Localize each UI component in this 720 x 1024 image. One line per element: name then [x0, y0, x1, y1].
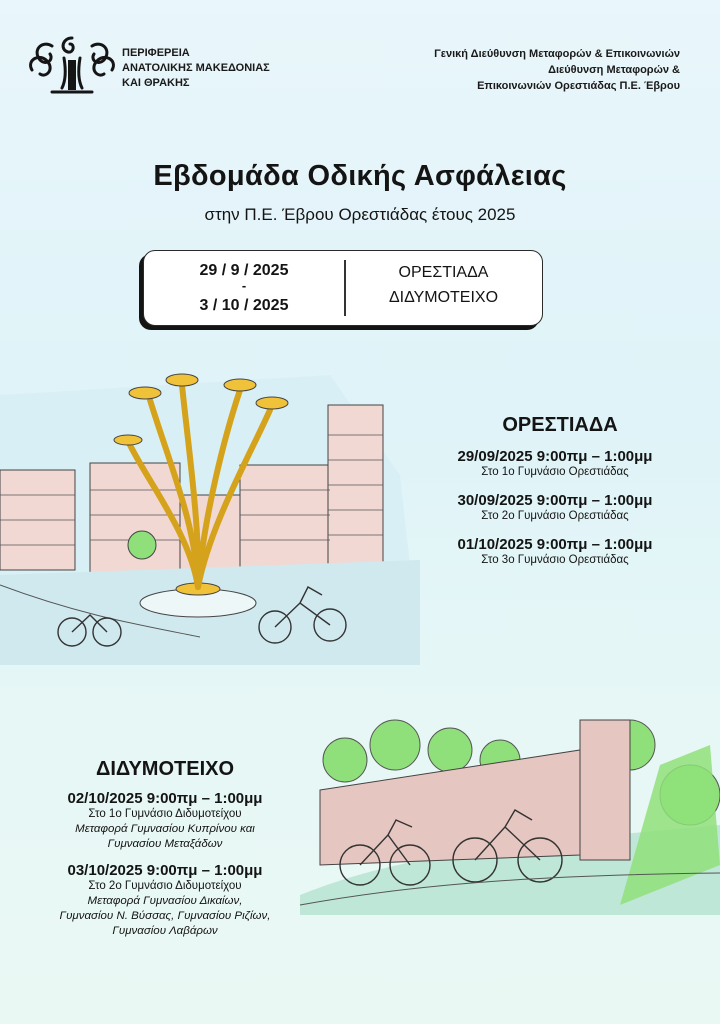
city-illustration	[0, 355, 420, 665]
page-title: Εβδομάδα Οδικής Ασφάλειας	[153, 160, 567, 192]
start-date: 29 / 9 / 2025	[199, 262, 289, 279]
event-note: Γυμνασίου Λαβάρων	[112, 925, 218, 937]
didymoteicho-events	[20, 790, 310, 939]
date-dash: -	[241, 278, 247, 293]
didymoteicho-title: ΔΙΔΥΜΟΤΕΙΧΟ	[95, 758, 235, 780]
region-name-line: ΚΑΙ ΘΡΑΚΗΣ	[122, 77, 190, 89]
event-item	[415, 536, 695, 568]
event-note: Μεταφορά Γυμνασίου Δικαίων,	[87, 895, 243, 907]
event-note: Μεταφορά Γυμνασίου Κυπρίνου και	[75, 823, 255, 835]
event-date: 02/10/2025 9:00πμ – 1:00μμ	[67, 790, 263, 807]
event-date: 29/09/2025 9:00πμ – 1:00μμ	[457, 448, 653, 465]
region-name-line: ΠΕΡΙΦΕΡΕΙΑ	[122, 47, 190, 59]
event-place: Στο 3ο Γυμνάσιο Ορεστιάδας	[481, 554, 629, 566]
city-didymoteicho: ΔΙΔΥΜΟΤΕΙΧΟ	[388, 289, 499, 306]
event-place: Στο 1ο Γυμνάσιο Ορεστιάδας	[481, 466, 629, 478]
directorate-line: Διεύθυνση Μεταφορών &	[548, 64, 680, 76]
directorate-name	[350, 46, 680, 94]
region-name-line: ΑΝΑΤΟΛΙΚΗΣ ΜΑΚΕΔΟΝΙΑΣ	[122, 62, 270, 74]
orestiada-events	[415, 448, 695, 568]
event-place: Στο 2ο Γυμνάσιο Διδυμοτείχου	[88, 880, 242, 892]
region-logo	[22, 30, 122, 100]
event-place: Στο 2ο Γυμνάσιο Ορεστιάδας	[481, 510, 629, 522]
end-date: 3 / 10 / 2025	[199, 297, 289, 314]
event-place: Στο 1ο Γυμνάσιο Διδυμοτείχου	[88, 808, 242, 820]
page-subtitle: στην Π.Ε. Έβρου Ορεστιάδας έτους 2025	[204, 205, 516, 224]
event-note: Γυμνασίου Ν. Βύσσας, Γυμνασίου Ριζίων,	[59, 910, 271, 922]
event-note: Γυμνασίου Μεταξάδων	[107, 838, 223, 850]
event-date: 01/10/2025 9:00πμ – 1:00μμ	[457, 536, 653, 553]
event-item	[20, 790, 310, 852]
date-box	[143, 250, 543, 326]
directorate-line: Επικοινωνιών Ορεστιάδας Π.Ε. Έβρου	[477, 80, 680, 92]
city-orestiada: ΟΡΕΣΤΙΑΔΑ	[398, 264, 489, 281]
event-date: 03/10/2025 9:00πμ – 1:00μμ	[67, 862, 263, 879]
event-item	[415, 492, 695, 524]
castle-illustration	[300, 705, 720, 915]
event-item	[20, 862, 310, 939]
region-name	[122, 46, 270, 91]
event-item	[415, 448, 695, 480]
orestiada-title: ΟΡΕΣΤΙΑΔΑ	[502, 414, 618, 436]
event-date: 30/09/2025 9:00πμ – 1:00μμ	[457, 492, 653, 509]
directorate-line: Γενική Διεύθυνση Μεταφορών & Επικοινωνιών	[434, 48, 680, 60]
